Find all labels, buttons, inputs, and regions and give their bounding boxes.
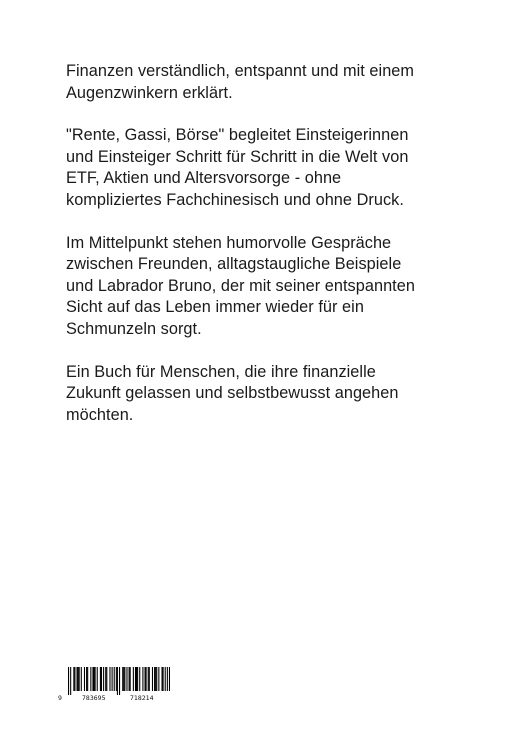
barcode-bar [165,667,166,691]
barcode-bar [90,667,91,691]
barcode-bar [109,667,110,691]
barcode-bar [162,667,163,691]
barcode-bar [105,667,106,691]
barcode-bar [94,667,95,691]
blurb-line: Ein Buch für Menschen, die ihre finanzielle [66,362,376,381]
barcode-bar [130,667,131,691]
barcode-bar [169,667,170,691]
blurb-paragraph-2 [66,125,466,211]
barcode-bar [167,667,168,691]
barcode-bar [77,667,78,691]
blurb-line: Zukunft gelassen und selbstbewusst angehen [66,384,399,403]
barcode-bar [124,667,125,691]
barcode-bar [106,667,107,691]
blurb-line: "Rente, Gassi, Börse" begleitet Einsteigerinnen [66,126,409,145]
barcode-bar [68,667,69,695]
isbn-barcode [58,667,170,703]
barcode-bar [74,667,75,691]
barcode-bar [112,667,113,691]
blurb-line: Im Mittelpunkt stehen humorvolle Gespräche [66,233,392,252]
barcode-bar [135,667,136,691]
barcode-bar [137,667,138,691]
blurb-line: zwischen Freunden, alltagstaugliche Beispiele [66,255,402,274]
blurb-paragraph-4 [66,362,466,427]
barcode-bar [97,667,98,691]
barcode-bar [133,667,134,691]
barcode-bar [142,667,143,691]
barcode-bar [119,667,120,695]
barcode-bar [148,667,149,691]
barcode-bar [79,667,80,691]
blurb-line: möchten. [66,405,134,424]
barcode-bar [100,667,101,691]
barcode-bar [139,667,140,691]
blurb-line: Sicht auf das Leben immer wieder für ein [66,298,364,317]
blurb-text [66,61,466,447]
barcode-bar [122,667,123,691]
blurb-line: Finanzen verständlich, entspannt und mit einem [66,62,415,80]
barcode-group-2: 718214 [130,694,154,702]
barcode-bar [86,667,87,691]
barcode-bar [116,667,117,691]
barcode-bar [101,667,102,691]
barcode-bar [103,667,104,691]
barcode-bar [163,667,164,691]
barcode-bars [68,667,170,695]
barcode-bar [146,667,147,691]
blurb-paragraph-3 [66,233,466,341]
barcode-bar [84,667,85,691]
barcode-bar [136,667,137,691]
barcode-bar [73,667,74,691]
barcode-bar [78,667,79,691]
barcode-bar [154,667,155,691]
barcode-bar [155,667,156,691]
barcode-bar [81,667,82,691]
blurb-line: und Einsteiger Schritt für Schritt in die Welt von [66,147,409,166]
blurb-line: und Labrador Bruno, der mit seiner entspannten [66,276,415,295]
barcode-bar [156,667,157,691]
blurb-line: Schmunzeln sorgt. [66,319,202,338]
blurb-line: kompliziertes Fachchinesisch und ohne Druck. [66,190,404,209]
barcode-bar [129,667,130,691]
blurb-paragraph-1 [66,61,466,104]
blurb-line: ETF, Aktien und Altersvorsorge - ohne [66,169,342,188]
barcode-bar [87,667,88,691]
barcode-lead-digit: 9 [58,694,62,702]
barcode-bar [114,667,115,691]
barcode-bar [152,667,153,691]
barcode-group-1: 783695 [82,694,106,702]
blurb-line: Augenzwinkern erklärt. [66,83,233,102]
barcode-bar [126,667,127,691]
barcode-bar [158,667,159,691]
barcode-bar [145,667,146,691]
barcode-bar [92,667,93,691]
barcode-bar [123,667,124,691]
barcode-bar [70,667,71,695]
barcode-bar [95,667,96,691]
barcode-bar [117,667,118,695]
barcode-bar [149,667,150,691]
